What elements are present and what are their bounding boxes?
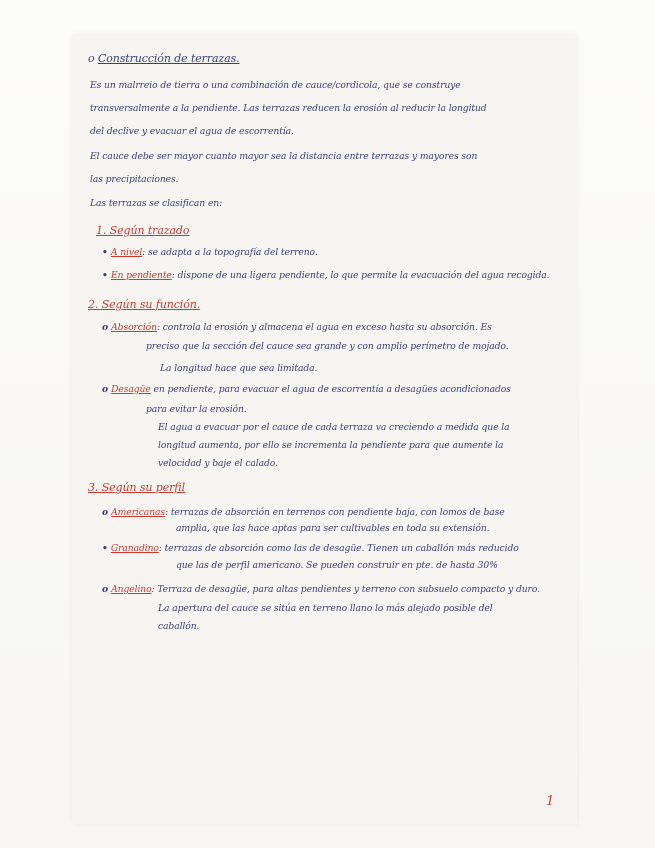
item-desague: o Desagüe en pendiente, para evacuar el agua de escorrentía a desagües acondicionados [102,384,511,395]
absorcion-line-2: preciso que la sección del cauce sea grande y con amplio perímetro de mojado. [146,341,509,352]
intro-line-6: Las terrazas se clasifican en: [90,198,223,209]
granadino-line-2: que las de perfil americano. Se pueden construir en pte. de hasta 30% [176,560,498,571]
page-title [88,52,240,65]
desague-line-5: velocidad y baje el calado. [158,458,278,469]
absorcion-line-3: La longitud hace que sea limitada. [160,363,318,374]
term-absorcion: Absorción [111,322,157,333]
term-a-nivel: A nivel [110,247,143,258]
item-a-nivel-text: : se adapta a la topografía del terreno. [142,247,318,258]
intro-line-4: El cauce debe ser mayor cuanto mayor sea la distancia entre terrazas y mayores son [90,151,478,162]
desague-line-3: El agua a evacuar por el cauce de cada terraza va creciendo a medida que la [158,422,510,433]
section-heading-perfil: 3. Según su perfil [88,481,186,494]
term-en-pendiente: En pendiente [110,270,172,281]
desague-line-2: para evitar la erosión. [146,404,247,415]
intro-line-3: del declive y evacuar el agua de escorrentía. [90,126,294,137]
intro-line-1: Es un malrreio de tierra o una combinación de cauce/cordicola, que se construye [90,80,461,91]
item-angelino: o Angelino: Terraza de desagüe, para altas pendientes y terreno con subsuelo compacto y duro. [102,584,540,595]
item-granadino: • Granadino: terrazas de absorción como las de desagüe. Tienen un caballón más reducido [102,543,519,554]
term-americanas: Americanas [111,507,165,518]
angelino-line-1: : Terraza de desagüe, para altas pendientes y terreno con subsuelo compacto y duro. [151,584,540,595]
term-angelino: Angelino [111,584,152,595]
desague-line-4: longitud aumenta, por ello se incrementa la pendiente para que aumente la [158,440,504,451]
angelino-line-3: caballón. [158,621,200,632]
page-number: 1 [546,794,555,809]
granadino-line-1: : terrazas de absorción como las de desagüe. Tienen un caballón más reducido [158,543,519,554]
item-absorcion: o Absorción: controla la erosión y almacena el agua en exceso hasta su absorción. Es [102,322,492,333]
item-americanas: o Americanas: terrazas de absorción en terrenos con pendiente baja, con lomos de base [102,507,505,518]
desague-line-1: en pendiente, para evacuar el agua de escorrentía a desagües acondicionados [150,384,511,395]
item-a-nivel: • A nivel: se adapta a la topografía del terreno. [102,247,318,258]
term-desague: Desagüe [111,384,151,395]
title-text: Construcción de terrazas. [97,52,240,65]
intro-line-2: transversalmente a la pendiente. Las terrazas reducen la erosión al reducir la longitud [90,103,487,114]
term-granadino: Granadino [110,543,159,554]
americanas-line-2: amplia, que las hace aptas para ser cultivables en toda su extensión. [176,523,490,534]
intro-line-5: las precipitaciones. [90,174,179,185]
absorcion-line-1: : controla la erosión y almacena el agua en exceso hasta su absorción. Es [156,322,492,333]
americanas-line-1: : terrazas de absorción en terrenos con pendiente baja, con lomos de base [165,507,505,518]
section-heading-trazado: 1. Según trazado [96,224,190,237]
title-bullet: o [88,52,98,65]
item-en-pendiente: • En pendiente: dispone de una ligera pendiente, lo que permite la evacuación del agua recogida. [102,270,550,281]
section-heading-funcion: 2. Según su función. [88,298,201,311]
angelino-line-2: La apertura del cauce se sitúa en terreno llano lo más alejado posible del [158,603,493,614]
item-en-pendiente-text: : dispone de una ligera pendiente, lo que permite la evacuación del agua recogida. [171,270,550,281]
